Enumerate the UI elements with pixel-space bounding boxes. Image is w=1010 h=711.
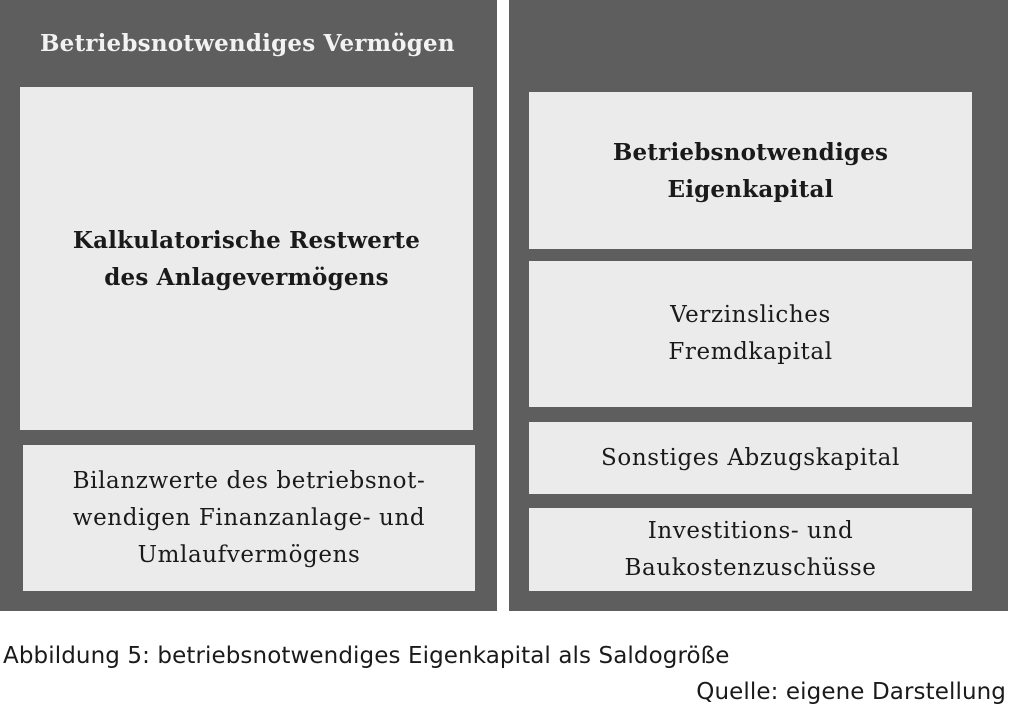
box-betriebsnotwendiges-eigenkapital (529, 92, 972, 249)
box-bilanzwerte (23, 445, 475, 591)
box-verz-line1: Verzinsliches (670, 302, 831, 328)
box-bilanz-line1: Bilanzwerte des betriebsnot- (72, 467, 426, 494)
box-invest-line1: Investitions- und (647, 517, 854, 544)
box-verz-line2: Fremdkapital (668, 339, 833, 365)
box-eigen-line2: Eigenkapital (667, 175, 834, 203)
box-sonst-line1: Sonstiges Abzugskapital (601, 444, 900, 471)
box-verzinsliches-fremdkapital (529, 261, 972, 407)
box-eigen-line1: Betriebsnotwendiges (612, 138, 889, 166)
box-kalk-line2: des Anlagevermögens (104, 263, 389, 291)
box-sonstiges-abzugskapital (529, 422, 972, 494)
box-investitions-baukostenzuschuesse (529, 508, 972, 591)
figure-source: Quelle: eigene Darstellung (696, 679, 1006, 705)
box-bilanz-line2: wendigen Finanzanlage- und (72, 504, 426, 531)
box-invest-line2: Baukostenzuschüsse (624, 554, 877, 581)
box-kalkulatorische-restwerte (20, 87, 473, 430)
box-kalk-line1: Kalkulatorische Restwerte (72, 226, 421, 254)
box-bilanz-line3: Umlaufvermögens (137, 541, 361, 568)
right-panel-kapital (509, 0, 1008, 611)
figure-caption: Abbildung 5: betriebsnotwendiges Eigenkapital als Saldogröße (3, 643, 730, 669)
left-panel-betriebsnotwendiges-vermoegen (0, 0, 497, 611)
left-panel-title: Betriebsnotwendiges Vermögen (40, 30, 455, 57)
